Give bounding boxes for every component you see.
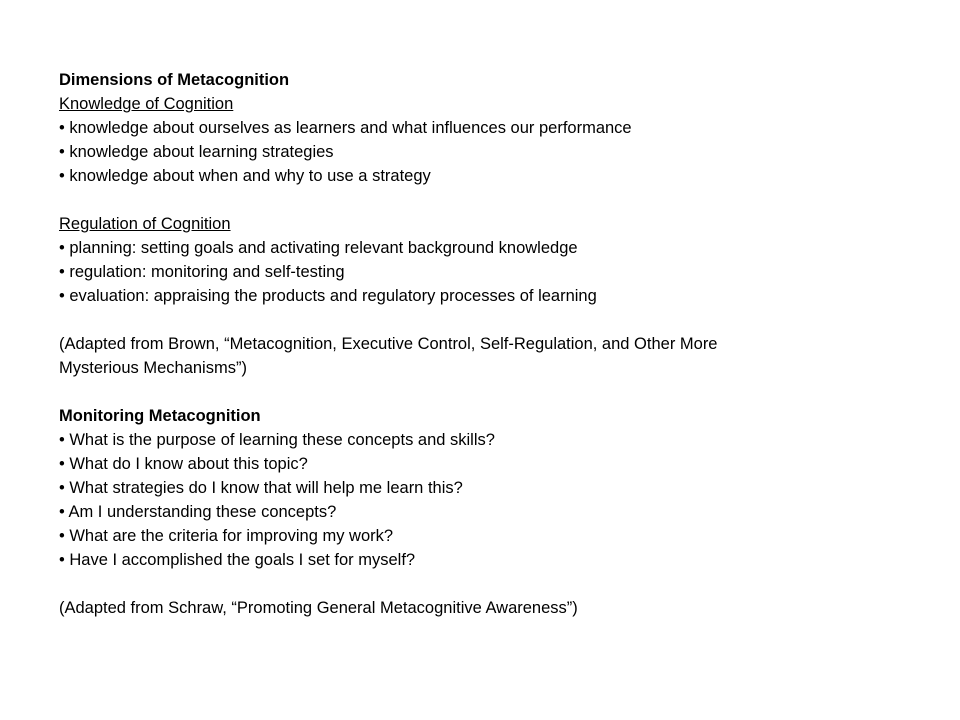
monitoring-item: • What do I know about this topic? (59, 455, 308, 473)
knowledge-item: • knowledge about learning strategies (59, 143, 334, 161)
monitoring-item: • What are the criteria for improving my work? (59, 527, 394, 545)
monitoring-heading: Monitoring Metacognition (59, 407, 261, 425)
regulation-item: • planning: setting goals and activating relevant background knowledge (59, 239, 578, 257)
monitoring-item: • Am I understanding these concepts? (59, 503, 337, 521)
section-spacer (59, 188, 919, 212)
knowledge-heading: Knowledge of Cognition (59, 95, 234, 113)
section-spacer (59, 572, 919, 596)
monitoring-item: • What is the purpose of learning these concepts and skills? (59, 431, 495, 449)
monitoring-item: • Have I accomplished the goals I set for myself? (59, 551, 416, 569)
regulation-item: • regulation: monitoring and self-testing (59, 263, 345, 281)
regulation-heading: Regulation of Cognition (59, 215, 231, 233)
citation-brown-line1: (Adapted from Brown, “Metacognition, Executive Control, Self-Regulation, and Other More (59, 335, 718, 353)
document-body (59, 68, 919, 620)
knowledge-item: • knowledge about ourselves as learners and what influences our performance (59, 119, 632, 137)
section-spacer (59, 308, 919, 332)
citation-brown-line2: Mysterious Mechanisms”) (59, 359, 247, 377)
document-title: Dimensions of Metacognition (59, 71, 290, 89)
citation-schraw: (Adapted from Schraw, “Promoting General Metacognitive Awareness”) (59, 599, 578, 617)
monitoring-item: • What strategies do I know that will help me learn this? (59, 479, 463, 497)
regulation-item: • evaluation: appraising the products and regulatory processes of learning (59, 287, 597, 305)
section-spacer (59, 380, 919, 404)
knowledge-item: • knowledge about when and why to use a strategy (59, 167, 431, 185)
